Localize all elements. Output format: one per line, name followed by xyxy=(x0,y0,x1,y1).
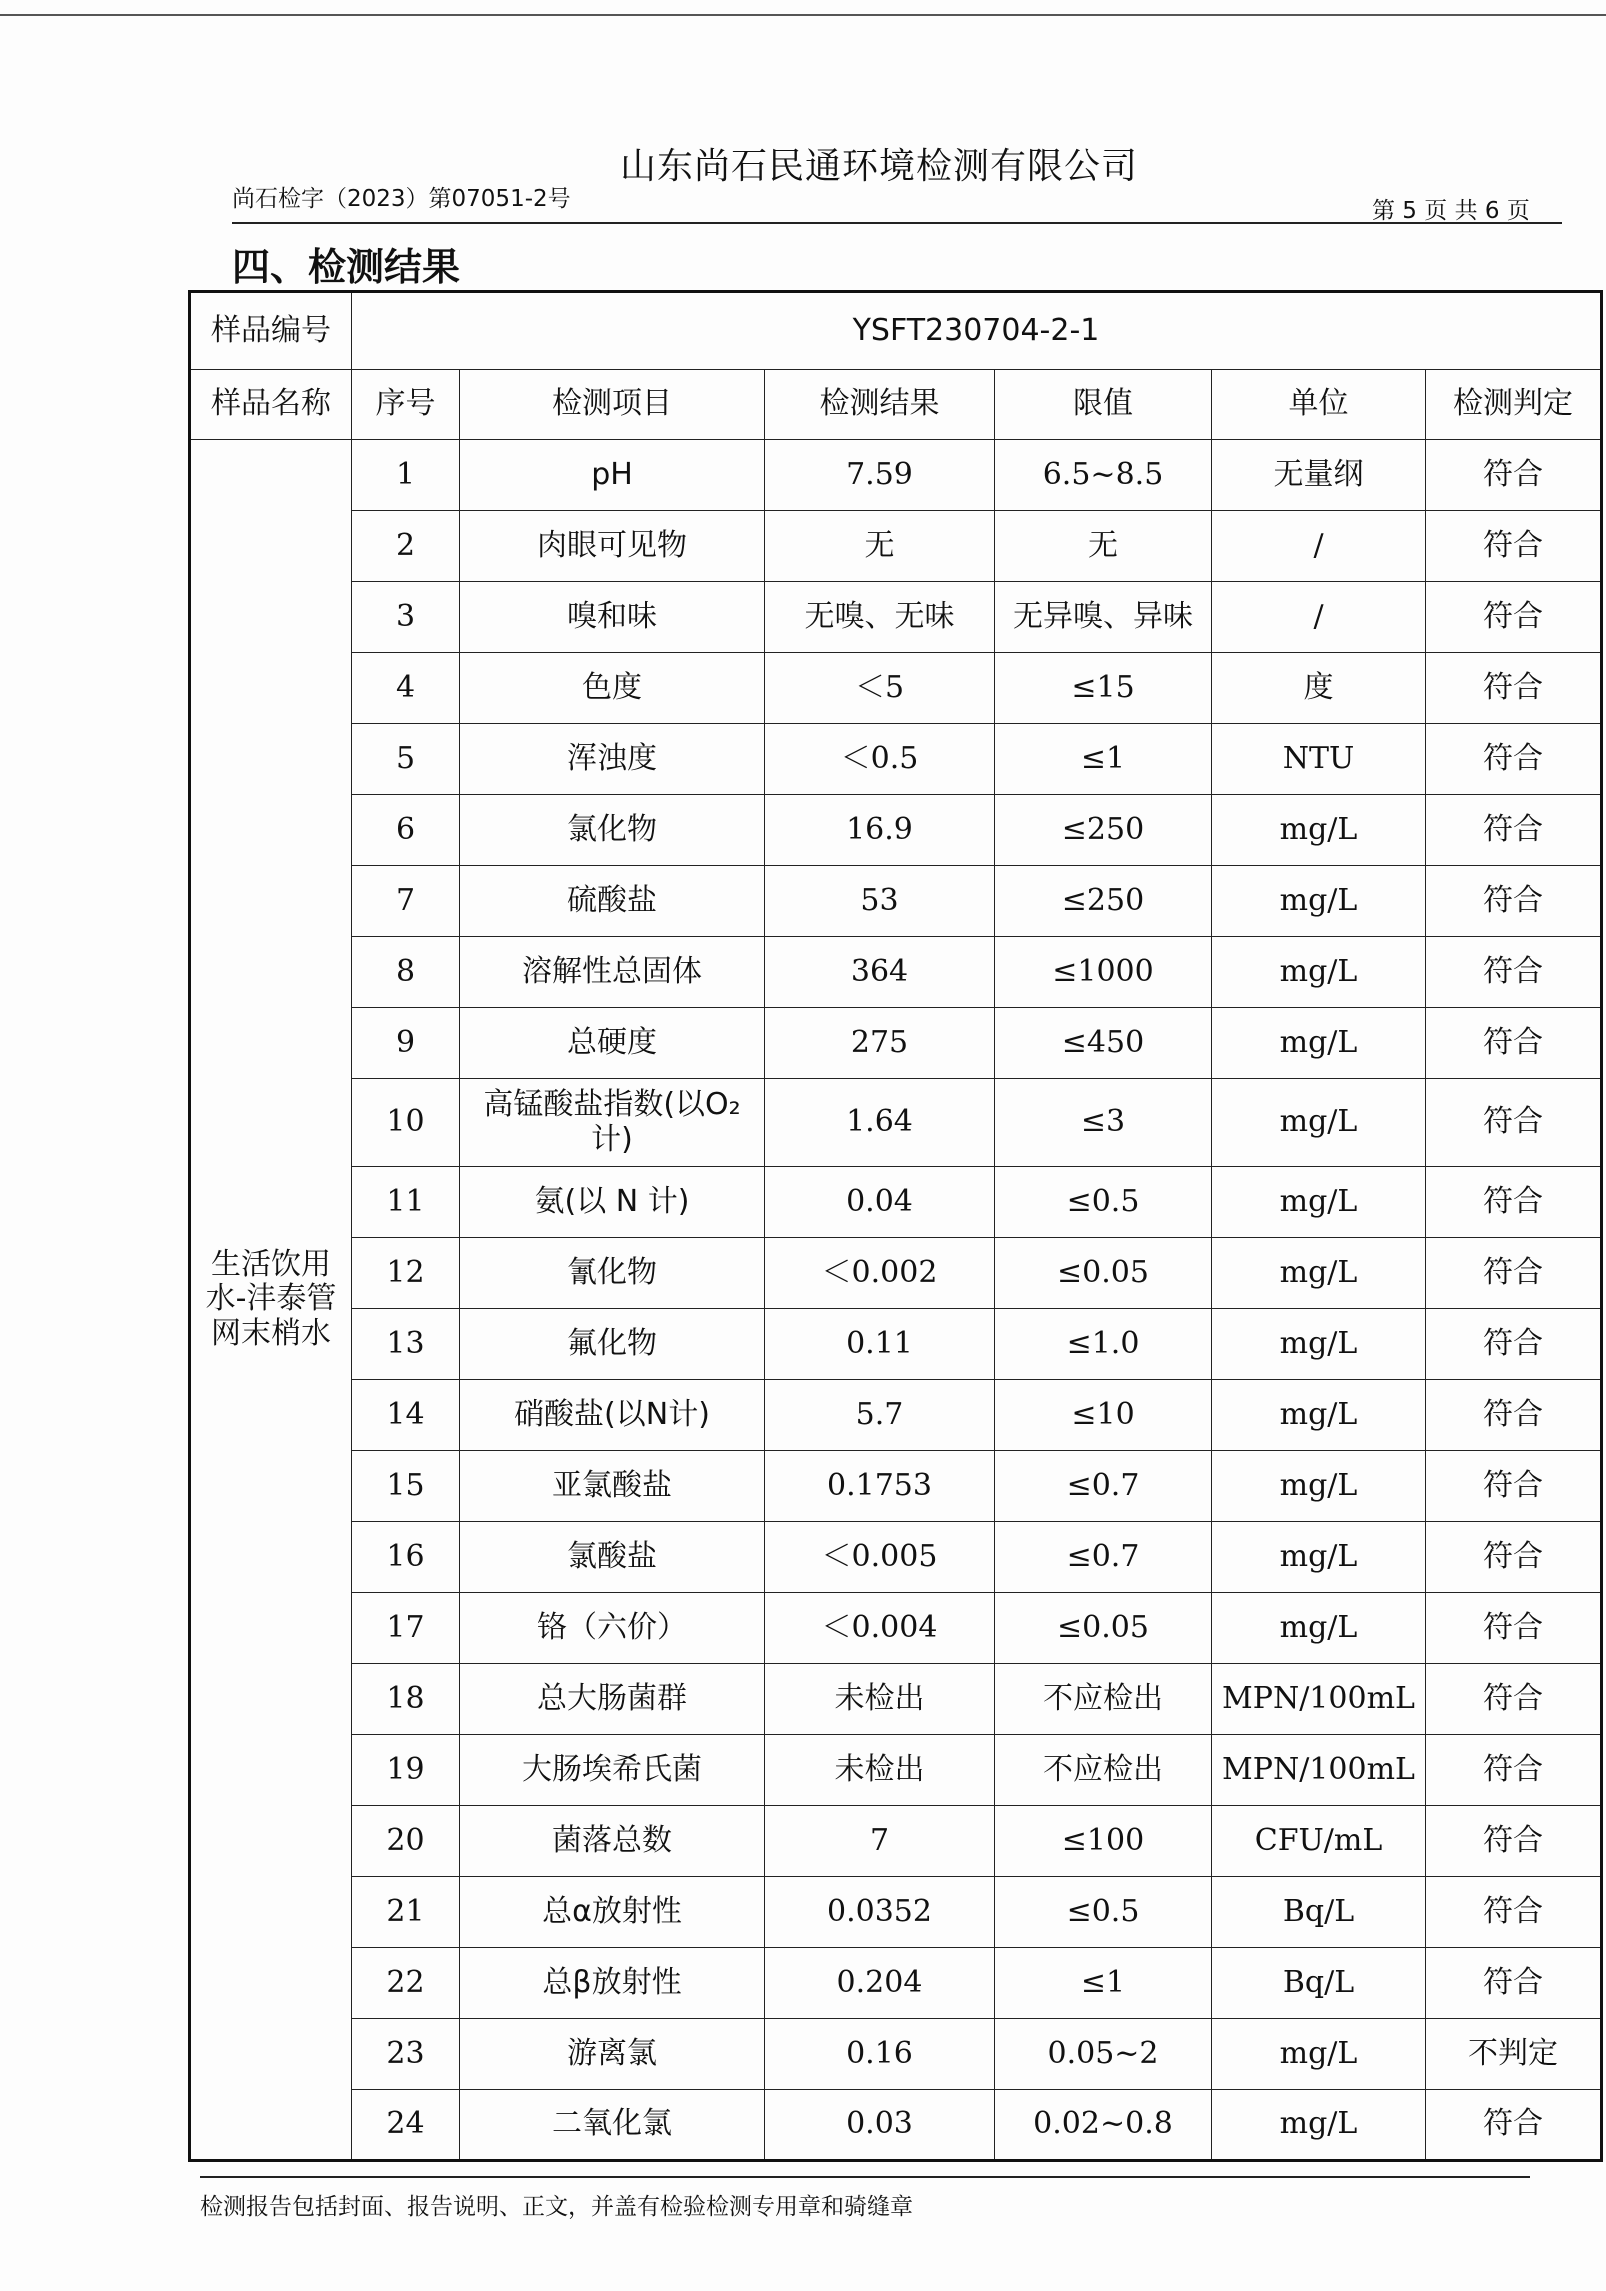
col-verdict-header: 检测判定 xyxy=(1426,370,1602,440)
table-row xyxy=(190,1238,1602,1309)
limit-value: 0.02~0.8 xyxy=(995,2090,1212,2161)
table-row xyxy=(190,1735,1602,1806)
test-result: ＜0.002 xyxy=(765,1238,995,1309)
test-item: 总α放射性 xyxy=(460,1877,765,1948)
test-item: 高锰酸盐指数(以O₂计) xyxy=(460,1079,765,1167)
table-row xyxy=(190,1451,1602,1522)
col-result-header: 检测结果 xyxy=(765,370,995,440)
test-result: ＜5 xyxy=(765,653,995,724)
limit-value: ≤0.05 xyxy=(995,1593,1212,1664)
row-number: 6 xyxy=(352,795,460,866)
scan-top-edge xyxy=(0,14,1606,16)
limit-value: ≤0.7 xyxy=(995,1522,1212,1593)
table-row xyxy=(190,653,1602,724)
test-item: 色度 xyxy=(460,653,765,724)
unit: mg/L xyxy=(1212,1167,1426,1238)
row-number: 18 xyxy=(352,1664,460,1735)
test-result: 275 xyxy=(765,1008,995,1079)
test-item: 总β放射性 xyxy=(460,1948,765,2019)
verdict: 符合 xyxy=(1426,653,1602,724)
table-row xyxy=(190,582,1602,653)
table-row xyxy=(190,1167,1602,1238)
table-row xyxy=(190,1806,1602,1877)
limit-value: ≤100 xyxy=(995,1806,1212,1877)
limit-value: 6.5~8.5 xyxy=(995,440,1212,511)
verdict: 符合 xyxy=(1426,1522,1602,1593)
verdict: 符合 xyxy=(1426,1238,1602,1309)
row-number: 4 xyxy=(352,653,460,724)
limit-value: ≤1 xyxy=(995,1948,1212,2019)
table-row xyxy=(190,1079,1602,1167)
unit: CFU/mL xyxy=(1212,1806,1426,1877)
test-item: pH xyxy=(460,440,765,511)
row-number: 11 xyxy=(352,1167,460,1238)
table-row xyxy=(190,511,1602,582)
table-row xyxy=(190,440,1602,511)
test-result: 1.64 xyxy=(765,1079,995,1167)
limit-value: 0.05~2 xyxy=(995,2019,1212,2090)
limit-value: ≤15 xyxy=(995,653,1212,724)
row-number: 3 xyxy=(352,582,460,653)
test-result: 0.03 xyxy=(765,2090,995,2161)
row-number: 9 xyxy=(352,1008,460,1079)
verdict: 符合 xyxy=(1426,1948,1602,2019)
test-result: 16.9 xyxy=(765,795,995,866)
verdict: 符合 xyxy=(1426,2090,1602,2161)
test-result: 0.1753 xyxy=(765,1451,995,1522)
table-row xyxy=(190,2019,1602,2090)
test-result: 0.16 xyxy=(765,2019,995,2090)
limit-value: ≤250 xyxy=(995,795,1212,866)
test-item: 溶解性总固体 xyxy=(460,937,765,1008)
row-number: 23 xyxy=(352,2019,460,2090)
unit: 度 xyxy=(1212,653,1426,724)
test-item: 总硬度 xyxy=(460,1008,765,1079)
limit-value: 无 xyxy=(995,511,1212,582)
test-item: 氟化物 xyxy=(460,1309,765,1380)
col-item-header: 检测项目 xyxy=(460,370,765,440)
test-item: 氨(以 N 计) xyxy=(460,1167,765,1238)
test-result: 无 xyxy=(765,511,995,582)
test-item: 亚氯酸盐 xyxy=(460,1451,765,1522)
test-item: 硫酸盐 xyxy=(460,866,765,937)
verdict: 不判定 xyxy=(1426,2019,1602,2090)
verdict: 符合 xyxy=(1426,866,1602,937)
unit: MPN/100mL xyxy=(1212,1735,1426,1806)
test-item: 硝酸盐(以N计) xyxy=(460,1380,765,1451)
unit: MPN/100mL xyxy=(1212,1664,1426,1735)
row-number: 7 xyxy=(352,866,460,937)
table-row xyxy=(190,1380,1602,1451)
page-indicator: 第 5 页 共 6 页 xyxy=(1372,198,1530,224)
table-row xyxy=(190,724,1602,795)
test-result: 0.11 xyxy=(765,1309,995,1380)
test-result: 无嗅、无味 xyxy=(765,582,995,653)
test-item: 氯酸盐 xyxy=(460,1522,765,1593)
limit-value: ≤250 xyxy=(995,866,1212,937)
test-item: 肉眼可见物 xyxy=(460,511,765,582)
test-item: 总大肠菌群 xyxy=(460,1664,765,1735)
row-number: 16 xyxy=(352,1522,460,1593)
test-item: 菌落总数 xyxy=(460,1806,765,1877)
table-row xyxy=(190,1008,1602,1079)
row-number: 17 xyxy=(352,1593,460,1664)
test-result: 5.7 xyxy=(765,1380,995,1451)
limit-value: 不应检出 xyxy=(995,1664,1212,1735)
unit: mg/L xyxy=(1212,1522,1426,1593)
results-table xyxy=(188,290,1603,2162)
column-header-row xyxy=(190,370,1602,440)
header-divider xyxy=(232,222,1562,224)
section-title: 四、检测结果 xyxy=(232,245,461,289)
table-row xyxy=(190,1948,1602,2019)
limit-value: ≤0.7 xyxy=(995,1451,1212,1522)
table-row xyxy=(190,1593,1602,1664)
test-result: ＜0.004 xyxy=(765,1593,995,1664)
test-item: 铬（六价） xyxy=(460,1593,765,1664)
company-name: 山东尚石民通环境检测有限公司 xyxy=(620,146,1139,187)
col-unit-header: 单位 xyxy=(1212,370,1426,440)
test-result: 7 xyxy=(765,1806,995,1877)
unit: 无量纲 xyxy=(1212,440,1426,511)
verdict: 符合 xyxy=(1426,1380,1602,1451)
test-item: 氰化物 xyxy=(460,1238,765,1309)
table-row xyxy=(190,1877,1602,1948)
verdict: 符合 xyxy=(1426,1167,1602,1238)
test-result: 未检出 xyxy=(765,1735,995,1806)
test-result: 7.59 xyxy=(765,440,995,511)
row-number: 2 xyxy=(352,511,460,582)
table-row xyxy=(190,1522,1602,1593)
table-row xyxy=(190,866,1602,937)
limit-value: ≤0.05 xyxy=(995,1238,1212,1309)
row-number: 24 xyxy=(352,2090,460,2161)
unit: mg/L xyxy=(1212,1008,1426,1079)
unit: mg/L xyxy=(1212,1451,1426,1522)
test-result: 0.0352 xyxy=(765,1877,995,1948)
unit: NTU xyxy=(1212,724,1426,795)
unit: mg/L xyxy=(1212,2090,1426,2161)
limit-value: ≤3 xyxy=(995,1079,1212,1167)
row-number: 8 xyxy=(352,937,460,1008)
test-result: 0.204 xyxy=(765,1948,995,2019)
row-number: 13 xyxy=(352,1309,460,1380)
unit: mg/L xyxy=(1212,866,1426,937)
unit: mg/L xyxy=(1212,937,1426,1008)
sample-id-label: 样品编号 xyxy=(190,292,352,370)
verdict: 符合 xyxy=(1426,724,1602,795)
unit: mg/L xyxy=(1212,1593,1426,1664)
verdict: 符合 xyxy=(1426,1735,1602,1806)
test-item: 游离氯 xyxy=(460,2019,765,2090)
test-result: 未检出 xyxy=(765,1664,995,1735)
verdict: 符合 xyxy=(1426,511,1602,582)
unit: / xyxy=(1212,511,1426,582)
verdict: 符合 xyxy=(1426,1593,1602,1664)
row-number: 20 xyxy=(352,1806,460,1877)
col-no-header: 序号 xyxy=(352,370,460,440)
limit-value: ≤1 xyxy=(995,724,1212,795)
unit: mg/L xyxy=(1212,1309,1426,1380)
row-number: 5 xyxy=(352,724,460,795)
unit: Bq/L xyxy=(1212,1948,1426,2019)
table-row xyxy=(190,795,1602,866)
col-limit-header: 限值 xyxy=(995,370,1212,440)
sample-name-cell: 生活饮用水-沣泰管网末梢水 xyxy=(190,440,352,2161)
test-result: ＜0.5 xyxy=(765,724,995,795)
row-number: 19 xyxy=(352,1735,460,1806)
unit: mg/L xyxy=(1212,1079,1426,1167)
sample-id-row xyxy=(190,292,1602,370)
test-result: 0.04 xyxy=(765,1167,995,1238)
test-item: 嗅和味 xyxy=(460,582,765,653)
limit-value: 无异嗅、异味 xyxy=(995,582,1212,653)
test-result: 53 xyxy=(765,866,995,937)
table-row xyxy=(190,1309,1602,1380)
footer-note: 检测报告包括封面、报告说明、正文，并盖有检验检测专用章和骑缝章 xyxy=(200,2194,913,2220)
verdict: 符合 xyxy=(1426,1806,1602,1877)
test-item: 二氧化氯 xyxy=(460,2090,765,2161)
verdict: 符合 xyxy=(1426,1877,1602,1948)
row-number: 12 xyxy=(352,1238,460,1309)
test-item: 浑浊度 xyxy=(460,724,765,795)
footer-divider xyxy=(200,2176,1530,2178)
test-result: ＜0.005 xyxy=(765,1522,995,1593)
unit: Bq/L xyxy=(1212,1877,1426,1948)
row-number: 21 xyxy=(352,1877,460,1948)
verdict: 符合 xyxy=(1426,1008,1602,1079)
row-number: 1 xyxy=(352,440,460,511)
verdict: 符合 xyxy=(1426,1079,1602,1167)
verdict: 符合 xyxy=(1426,795,1602,866)
limit-value: ≤450 xyxy=(995,1008,1212,1079)
table-row xyxy=(190,1664,1602,1735)
row-number: 10 xyxy=(352,1079,460,1167)
limit-value: ≤1.0 xyxy=(995,1309,1212,1380)
unit: mg/L xyxy=(1212,1380,1426,1451)
limit-value: ≤0.5 xyxy=(995,1877,1212,1948)
limit-value: ≤0.5 xyxy=(995,1167,1212,1238)
limit-value: ≤1000 xyxy=(995,937,1212,1008)
verdict: 符合 xyxy=(1426,1451,1602,1522)
verdict: 符合 xyxy=(1426,937,1602,1008)
report-number: 尚石检字（2023）第07051-2号 xyxy=(232,186,571,212)
table-row xyxy=(190,2090,1602,2161)
test-item: 大肠埃希氏菌 xyxy=(460,1735,765,1806)
verdict: 符合 xyxy=(1426,1309,1602,1380)
row-number: 15 xyxy=(352,1451,460,1522)
unit: mg/L xyxy=(1212,795,1426,866)
unit: mg/L xyxy=(1212,2019,1426,2090)
test-result: 364 xyxy=(765,937,995,1008)
verdict: 符合 xyxy=(1426,1664,1602,1735)
unit: mg/L xyxy=(1212,1238,1426,1309)
verdict: 符合 xyxy=(1426,582,1602,653)
sample-id-value: YSFT230704-2-1 xyxy=(352,292,1602,370)
table-row xyxy=(190,937,1602,1008)
limit-value: 不应检出 xyxy=(995,1735,1212,1806)
verdict: 符合 xyxy=(1426,440,1602,511)
row-number: 22 xyxy=(352,1948,460,2019)
test-item: 氯化物 xyxy=(460,795,765,866)
limit-value: ≤10 xyxy=(995,1380,1212,1451)
row-number: 14 xyxy=(352,1380,460,1451)
unit: / xyxy=(1212,582,1426,653)
col-sample-name-header: 样品名称 xyxy=(190,370,352,440)
